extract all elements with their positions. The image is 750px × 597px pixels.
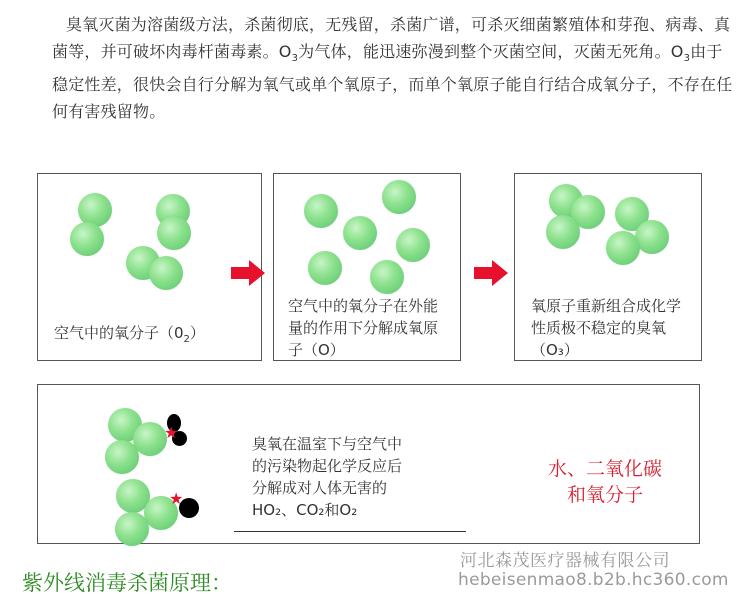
oxygen-atom-ball (157, 216, 191, 250)
oxygen-atom-ball (343, 216, 377, 250)
watermark-company: 河北森茂医疗器械有限公司 (460, 551, 670, 571)
reaction-text-line: HO₂、CO₂和O₂ (252, 501, 358, 519)
reaction-text-line: 分解成对人体无害的 (252, 479, 388, 497)
reaction-star-icon: ★ (164, 423, 179, 442)
oxygen-atom-ball (370, 260, 404, 294)
oxygen-atom-ball (308, 251, 342, 285)
oxygen-atom-ball (115, 512, 149, 546)
section-title: 紫外线消毒杀菌原理： (22, 571, 232, 595)
oxygen-atom-ball (304, 194, 338, 228)
oxygen-atom-ball (70, 222, 104, 256)
intro-paragraph (52, 12, 736, 125)
oxygen-atom-ball (546, 215, 580, 249)
panel-oxygen-atoms (273, 173, 461, 361)
intro-sub-2: 3 (683, 52, 691, 64)
reaction-star-icon: ★ (169, 489, 184, 508)
panel2-caption: 空气中的氧分子在外能量的作用下分解成氧原子（O） (288, 297, 439, 359)
reaction-text-line: 臭氧在温室下与空气中 (252, 435, 403, 453)
arrow-right-icon (231, 260, 265, 286)
panel-ozone (514, 173, 702, 361)
oxygen-atom-ball (149, 256, 183, 290)
result-line: 水、二氧化碳 (548, 458, 663, 480)
panel1-caption-end: ） (189, 324, 205, 342)
reaction-text-line: 的污染物起化学反应后 (252, 457, 403, 475)
divider-line (234, 531, 466, 532)
oxygen-atom-ball (396, 228, 430, 262)
intro-sub-1: 3 (291, 52, 299, 64)
intro-text-2: 为气体，能迅速弥漫到整个灭菌空间，灭菌无死角。O (298, 41, 684, 61)
panel-oxygen-molecules (37, 173, 262, 361)
intro-text-3: 由于稳定性差，很快会自行分解为氧气或单个氧原子，而单个氧原子能自行结合成氧分子，不存在任何有害残留物。 (52, 41, 733, 121)
oxygen-atom-ball (606, 231, 640, 265)
arrow-right-icon (474, 260, 508, 286)
oxygen-atom-ball (105, 440, 139, 474)
panel3-caption: 氧原子重新组合成化学性质极不稳定的臭氧（O₃） (531, 297, 682, 359)
panel1-caption-sub: 2 (183, 334, 190, 345)
intro-text-1: 臭氧灭菌为溶菌级方法，杀菌彻底，无残留，杀菌广谱，可杀灭细菌繁殖体和芽孢、病毒、真菌等，并可破坏肉毒杆菌毒素。O (52, 15, 731, 61)
result-line: 和氧分子 (567, 484, 644, 506)
panel1-caption-main: 空气中的氧分子（0 (54, 324, 184, 342)
watermark-url: hebeisenmao8.b2b.hc360.com (458, 570, 729, 590)
reaction-result (548, 456, 662, 508)
panel1-caption (54, 322, 205, 351)
oxygen-atom-ball (635, 220, 669, 254)
oxygen-atom-ball (382, 180, 416, 214)
reaction-description (252, 433, 402, 521)
